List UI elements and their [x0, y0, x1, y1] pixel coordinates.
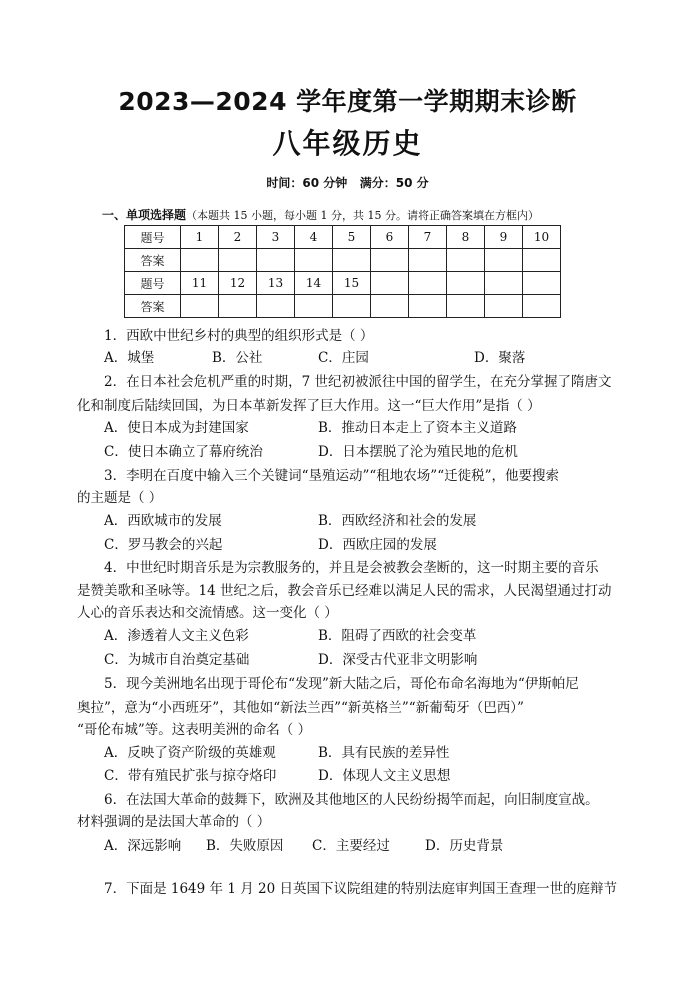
question-5-stem: 5．现今美洲地名出现于哥伦布“发现”新大陆之后，哥伦布命名海地为“伊斯帕尼 — [104, 676, 579, 692]
section-note: （本题共 15 小题，每小题 1 分，共 15 分。请将正确答案填在方框内） — [186, 209, 539, 222]
question-2-stem: 2．在日本社会危机严重的时期，7 世纪初被派往中国的留学生，在充分掌握了隋唐文 — [104, 374, 612, 390]
table-cell-label: 题号 — [125, 226, 181, 249]
question-3-option-d: D．西欧庄园的发展 — [318, 537, 437, 553]
table-row — [125, 249, 561, 272]
question-4-option-c: C．为城市自治奠定基础 — [104, 652, 250, 668]
answer-cell[interactable] — [523, 249, 561, 272]
table-cell — [447, 272, 485, 295]
answer-cell[interactable] — [295, 249, 333, 272]
question-3-stem-cont: 的主题是（ ） — [77, 490, 163, 506]
answer-cell — [371, 295, 409, 318]
question-1-option-a: A．城堡 — [104, 350, 155, 366]
question-3-option-b: B．西欧经济和社会的发展 — [318, 513, 477, 529]
question-5-stem-cont: 奥拉”，意为“小西班牙”，其他如“新法兰西”“新英格兰”“新葡萄牙（巴西）” — [77, 700, 524, 716]
question-5-option-c: C．带有殖民扩张与掠夺烙印 — [104, 768, 277, 784]
table-cell: 3 — [257, 226, 295, 249]
question-1-option-c: C．庄园 — [318, 350, 369, 366]
answer-cell[interactable] — [219, 295, 257, 318]
table-cell: 5 — [333, 226, 371, 249]
question-2-option-b: B．推动日本走上了资本主义道路 — [318, 420, 517, 436]
question-6-option-c: C．主要经过 — [312, 838, 390, 854]
table-cell: 8 — [447, 226, 485, 249]
table-cell: 13 — [257, 272, 295, 295]
question-5-option-a: A．反映了资产阶级的英雄观 — [104, 745, 276, 761]
question-1-option-b: B．公社 — [212, 350, 263, 366]
table-cell: 6 — [371, 226, 409, 249]
table-cell: 4 — [295, 226, 333, 249]
question-6-option-b: B．失败原因 — [206, 838, 284, 854]
question-1-option-d: D．聚落 — [474, 350, 526, 366]
exam-subtitle: 八年级历史 — [272, 127, 423, 160]
question-6-stem: 6．在法国大革命的鼓舞下，欧洲及其他地区的人民纷纷揭竿而起，向旧制度宣战。 — [104, 792, 599, 808]
table-cell: 1 — [181, 226, 219, 249]
question-6-option-a: A．深远影响 — [104, 838, 182, 854]
question-4-option-a: A．渗透着人文主义色彩 — [104, 628, 249, 644]
table-cell — [485, 272, 523, 295]
question-4-option-b: B．阻碍了西欧的社会变革 — [318, 628, 477, 644]
table-cell: 2 — [219, 226, 257, 249]
answer-cell — [447, 295, 485, 318]
table-cell-label: 答案 — [125, 249, 181, 272]
answer-cell[interactable] — [181, 295, 219, 318]
answer-cell[interactable] — [257, 249, 295, 272]
table-row — [125, 226, 561, 249]
answer-cell — [485, 295, 523, 318]
question-2-option-a: A．使日本成为封建国家 — [104, 420, 249, 436]
question-1-stem: 1．西欧中世纪乡村的典型的组织形式是（ ） — [104, 328, 374, 344]
answer-cell[interactable] — [447, 249, 485, 272]
table-cell: 10 — [523, 226, 561, 249]
table-cell: 15 — [333, 272, 371, 295]
question-4-stem: 4．中世纪时期音乐是为宗教服务的，并且是会被教会垄断的，这一时期主要的音乐 — [104, 560, 599, 576]
table-cell — [371, 272, 409, 295]
table-cell — [523, 272, 561, 295]
exam-meta: 时间：60 分钟 满分：50 分 — [266, 176, 429, 190]
question-5-option-b: B．具有民族的差异性 — [318, 745, 450, 761]
table-row — [125, 272, 561, 295]
table-cell: 7 — [409, 226, 447, 249]
table-cell-label: 题号 — [125, 272, 181, 295]
section-title: 一、单项选择题 — [102, 208, 187, 222]
answer-cell[interactable] — [371, 249, 409, 272]
answer-table — [124, 225, 561, 318]
question-3-option-a: A．西欧城市的发展 — [104, 513, 222, 529]
table-cell-label: 答案 — [125, 295, 181, 318]
answer-cell[interactable] — [295, 295, 333, 318]
answer-cell — [409, 295, 447, 318]
table-cell: 14 — [295, 272, 333, 295]
question-6-option-d: D．历史背景 — [425, 838, 504, 854]
answer-cell[interactable] — [257, 295, 295, 318]
table-cell — [409, 272, 447, 295]
answer-cell[interactable] — [219, 249, 257, 272]
question-7-stem: 7．下面是 1649 年 1 月 20 日英国下议院组建的特别法庭审判国王查理一世的庭辩节 — [104, 881, 617, 897]
question-2-stem-cont: 化和制度后陆续回国，为日本革新发挥了巨大作用。这一“巨大作用”是指（ ） — [77, 398, 541, 414]
answer-cell — [523, 295, 561, 318]
question-5-stem-cont: “哥伦布城”等。这表明美洲的命名（ ） — [77, 722, 312, 738]
question-4-stem-cont: 人心的音乐表达和交流情感。这一变化（ ） — [77, 605, 338, 621]
answer-cell[interactable] — [333, 249, 371, 272]
question-6-stem-cont: 材料强调的是法国大革命的（ ） — [77, 814, 271, 830]
question-2-option-c: C．使日本确立了幕府统治 — [104, 444, 263, 460]
answer-cell[interactable] — [333, 295, 371, 318]
exam-title: 2023—2024 学年度第一学期期末诊断 — [118, 87, 577, 116]
question-3-option-c: C．罗马教会的兴起 — [104, 537, 223, 553]
answer-cell[interactable] — [485, 249, 523, 272]
answer-cell[interactable] — [181, 249, 219, 272]
question-4-stem-cont: 是赞美歌和圣咏等。14 世纪之后，教会音乐已经难以满足人民的需求，人民渴望通过打动 — [77, 583, 612, 599]
table-cell: 11 — [181, 272, 219, 295]
answer-cell[interactable] — [409, 249, 447, 272]
table-row — [125, 295, 561, 318]
table-cell: 12 — [219, 272, 257, 295]
question-4-option-d: D．深受古代亚非文明影响 — [318, 652, 478, 668]
question-2-option-d: D．日本摆脱了沦为殖民地的危机 — [318, 444, 518, 460]
question-3-stem: 3．李明在百度中输入三个关键词“垦殖运动”“租地农场”“迁徙税”，他要搜索 — [104, 468, 559, 484]
table-cell: 9 — [485, 226, 523, 249]
section-heading — [102, 206, 539, 223]
question-5-option-d: D．体现人文主义思想 — [318, 768, 451, 784]
